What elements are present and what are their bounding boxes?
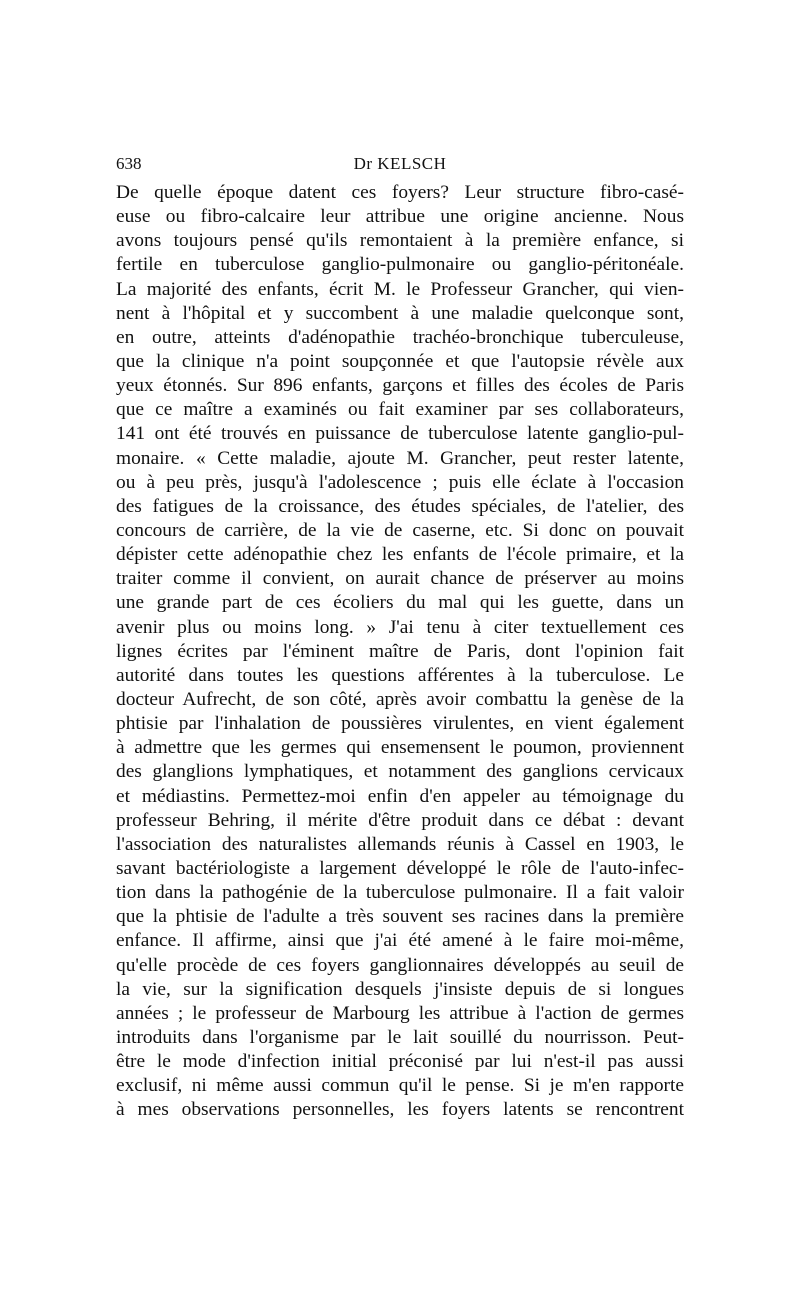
text-line: enfance. Il affirme, ainsi que j'ai été amené à le faire moi-même, bbox=[116, 930, 684, 952]
text-line: exclusif, ni même aussi commun qu'il le pense. Si je m'en rapporte bbox=[116, 1075, 684, 1097]
text-line: savant bactériologiste a largement développé le rôle de l'auto-infec- bbox=[116, 857, 684, 879]
text-line: ou à peu près, jusqu'à l'adolescence ; puis elle éclate à l'occasion bbox=[116, 471, 684, 493]
text-line: euse ou fibro-calcaire leur attribue une origine ancienne. Nous bbox=[116, 206, 684, 228]
text-line: que ce maître a examinés ou fait examiner par ses collaborateurs, bbox=[116, 399, 684, 421]
text-line: autorité dans toutes les questions afférentes à la tuberculose. Le bbox=[116, 664, 684, 686]
text-line: yeux étonnés. Sur 896 enfants, garçons et filles des écoles de Paris bbox=[116, 375, 684, 397]
text-line: que la clinique n'a point soupçonnée et que l'autopsie révèle aux bbox=[116, 350, 684, 372]
text-line: avons toujours pensé qu'ils remontaient à la première enfance, si bbox=[116, 230, 684, 252]
text-line: nent à l'hôpital et y succombent à une maladie quelconque sont, bbox=[116, 302, 684, 324]
text-line: La majorité des enfants, écrit M. le Professeur Grancher, qui vien- bbox=[116, 278, 684, 300]
text-line: années ; le professeur de Marbourg les attribue à l'action de germes bbox=[116, 1002, 684, 1024]
text-line: 141 ont été trouvés en puissance de tuberculose latente ganglio-pul- bbox=[116, 423, 684, 445]
text-line: que la phtisie de l'adulte a très souvent ses racines dans la première bbox=[116, 906, 684, 928]
text-line: qu'elle procède de ces foyers ganglionnaires développés au seuil de bbox=[116, 954, 684, 976]
text-line: être le mode d'infection initial préconisé par lui n'est-il pas aussi bbox=[116, 1051, 684, 1073]
text-line: docteur Aufrecht, de son côté, après avoir combattu la genèse de la bbox=[116, 688, 684, 710]
text-line: l'association des naturalistes allemands réunis à Cassel en 1903, le bbox=[116, 833, 684, 855]
text-line: dépister cette adénopathie chez les enfants de l'école primaire, et la bbox=[116, 544, 684, 566]
text-line: tion dans la pathogénie de la tuberculose pulmonaire. Il a fait valoir bbox=[116, 882, 684, 904]
text-line: avenir plus ou moins long. » J'ai tenu à citer textuellement ces bbox=[116, 616, 684, 638]
text-line: à admettre que les germes qui ensemensent le poumon, proviennent bbox=[116, 737, 684, 759]
text-line: et médiastins. Permettez-moi enfin d'en appeler au témoignage du bbox=[116, 785, 684, 807]
text-line: introduits dans l'organisme par le lait souillé du nourrisson. Peut- bbox=[116, 1026, 684, 1048]
text-line: des glanglions lymphatiques, et notamment des ganglions cervicaux bbox=[116, 761, 684, 783]
running-title: Dr KELSCH bbox=[353, 154, 447, 173]
text-line: lignes écrites par l'éminent maître de Paris, dont l'opinion fait bbox=[116, 640, 684, 662]
text-line: professeur Behring, il mérite d'être produit dans ce débat : devant bbox=[116, 809, 684, 831]
text-line: des fatigues de la croissance, des études spéciales, de l'atelier, des bbox=[116, 495, 684, 517]
text-line: De quelle époque datent ces foyers? Leur structure fibro-casé- bbox=[116, 182, 684, 203]
text-line: à mes observations personnelles, les foyers latents se rencontrent bbox=[116, 1099, 684, 1121]
text-line: phtisie par l'inhalation de poussières virulentes, en vient également bbox=[116, 713, 684, 735]
page-number: 638 bbox=[116, 154, 142, 173]
text-line: traiter comme il convient, on aurait chance de préserver au moins bbox=[116, 568, 684, 590]
text-line: monaire. « Cette maladie, ajoute M. Grancher, peut rester latente, bbox=[116, 447, 684, 469]
text-line: fertile en tuberculose ganglio-pulmonaire ou ganglio-péritonéale. bbox=[116, 254, 684, 276]
running-head bbox=[116, 152, 684, 176]
text-line: en outre, atteints d'adénopathie trachéo-bronchique tuberculeuse, bbox=[116, 326, 684, 348]
text-line: la vie, sur la signification desquels j'insiste depuis de si longues bbox=[116, 978, 684, 1000]
body-paragraph bbox=[116, 181, 684, 1122]
text-line: concours de carrière, de la vie de caserne, etc. Si donc on pouvait bbox=[116, 519, 684, 541]
text-line: une grande part de ces écoliers du mal qui les guette, dans un bbox=[116, 592, 684, 614]
